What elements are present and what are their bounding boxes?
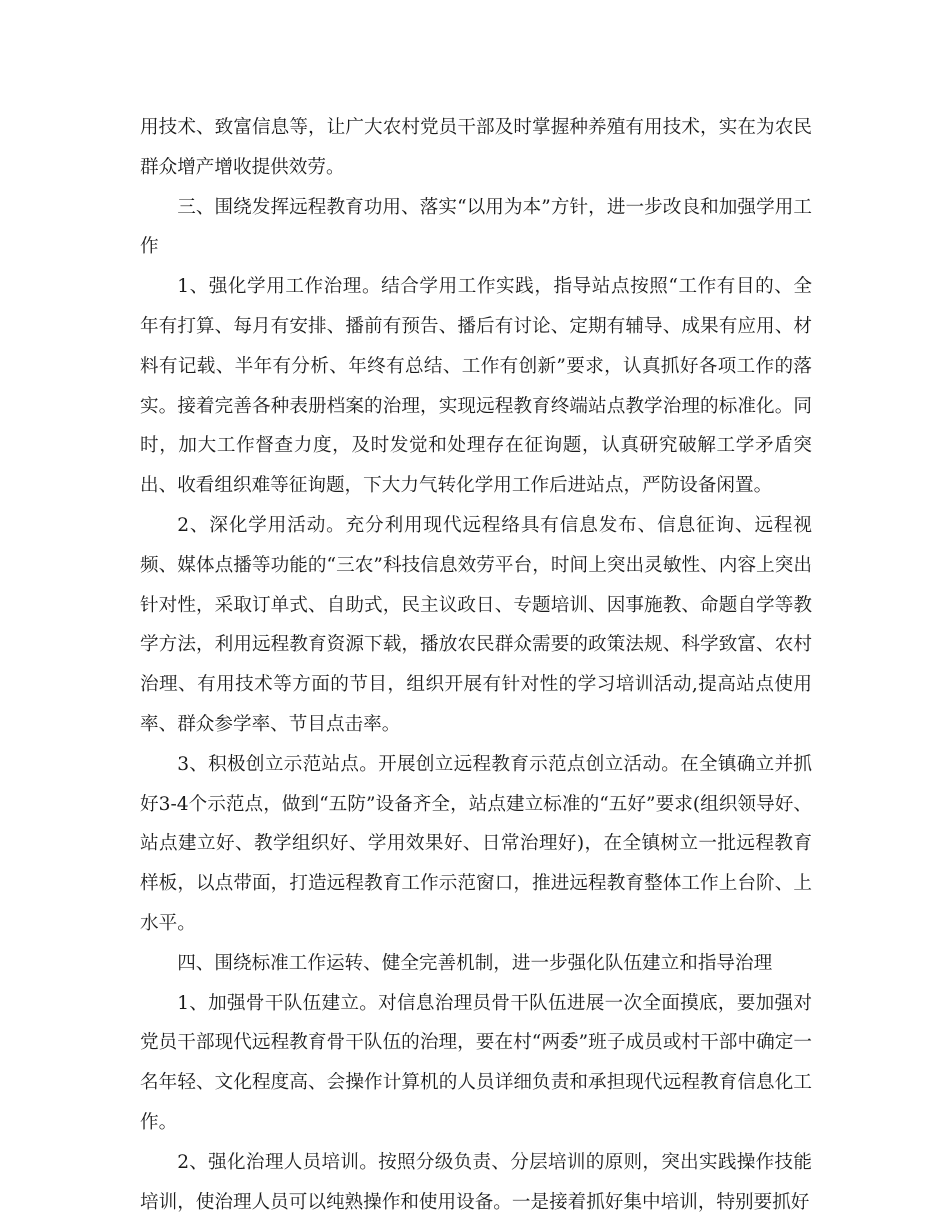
paragraph-management: 1、强化学用工作治理。结合学用工作实践，指导站点按照“工作有目的、全年有打算、每月有安排、播前有预告、播后有讨论、定期有辅导、成果有应用、材料有记载、半年有分析、年终有总结、工作有创新”要求，认真抓好各项工作的落实。接着完善各种表册档案的治理，实现远程教育终端站点教学治理的标准化。同时，加大工作督查力度，及时发觉和处理存在征询题，认真研究破解工学矛盾突出、收看组织难等征询题，下大力气转化学用工作后进站点，严防设备闲置。: [140, 276, 812, 497]
paragraph-backbone-team: 1、加强骨干队伍建立。对信息治理员骨干队伍进展一次全面摸底，要加强对党员干部现代远程教育骨干队伍的治理，要在村“两委”班子成员或村干部中确定一名年轻、文化程度高、会操作计算机的人员详细负责和承担现代远程教育信息化工作。: [140, 992, 812, 1133]
section-heading-four: 四、围绕标准工作运转、健全完善机制，进一步强化队伍建立和指导治理: [177, 952, 773, 974]
paragraph-activities: 2、深化学用活动。充分利用现代远程络具有信息发布、信息征询、远程视频、媒体点播等功能的“三农”科技信息效劳平台，时间上突出灵敏性、内容上突出针对性，采取订单式、自助式，民主议政日、专题培训、因事施教、命题自学等教学方法，利用远程教育资源下载，播放农民群众需要的政策法规、科学致富、农村治理、有用技术等方面的节目，组织开展有针对性的学习培训活动,提高站点使用率、群众参学率、节目点击率。: [140, 514, 812, 735]
section-heading-three: 三、围绕发挥远程教育功用、落实“以用为本”方针，进一步改良和加强学用工作: [140, 196, 812, 258]
document-body: [140, 108, 812, 1222]
paragraph-continuation: 用技术、致富信息等，让广大农村党员干部及时掌握种养殖有用技术，实在为农民群众增产增收提供效劳。: [140, 117, 812, 178]
paragraph-demo-sites: 3、积极创立示范站点。开展创立远程教育示范点创立活动。在全镇确立并抓好3-4个示范点，做到“五防”设备齐全，站点建立标准的“五好”要求(组织领导好、站点建立好、教学组织好、学用效果好、日常治理好)，在全镇树立一批远程教育样板，以点带面，打造远程教育工作示范窗口，推进远程教育整体工作上台阶、上水平。: [140, 753, 812, 934]
paragraph-staff-training: 2、强化治理人员培训。按照分级负责、分层培训的原则，突出实践操作技能培训，使治理人员可以纯熟操作和使用设备。一是接着抓好集中培训，特别要抓好: [140, 1151, 812, 1213]
